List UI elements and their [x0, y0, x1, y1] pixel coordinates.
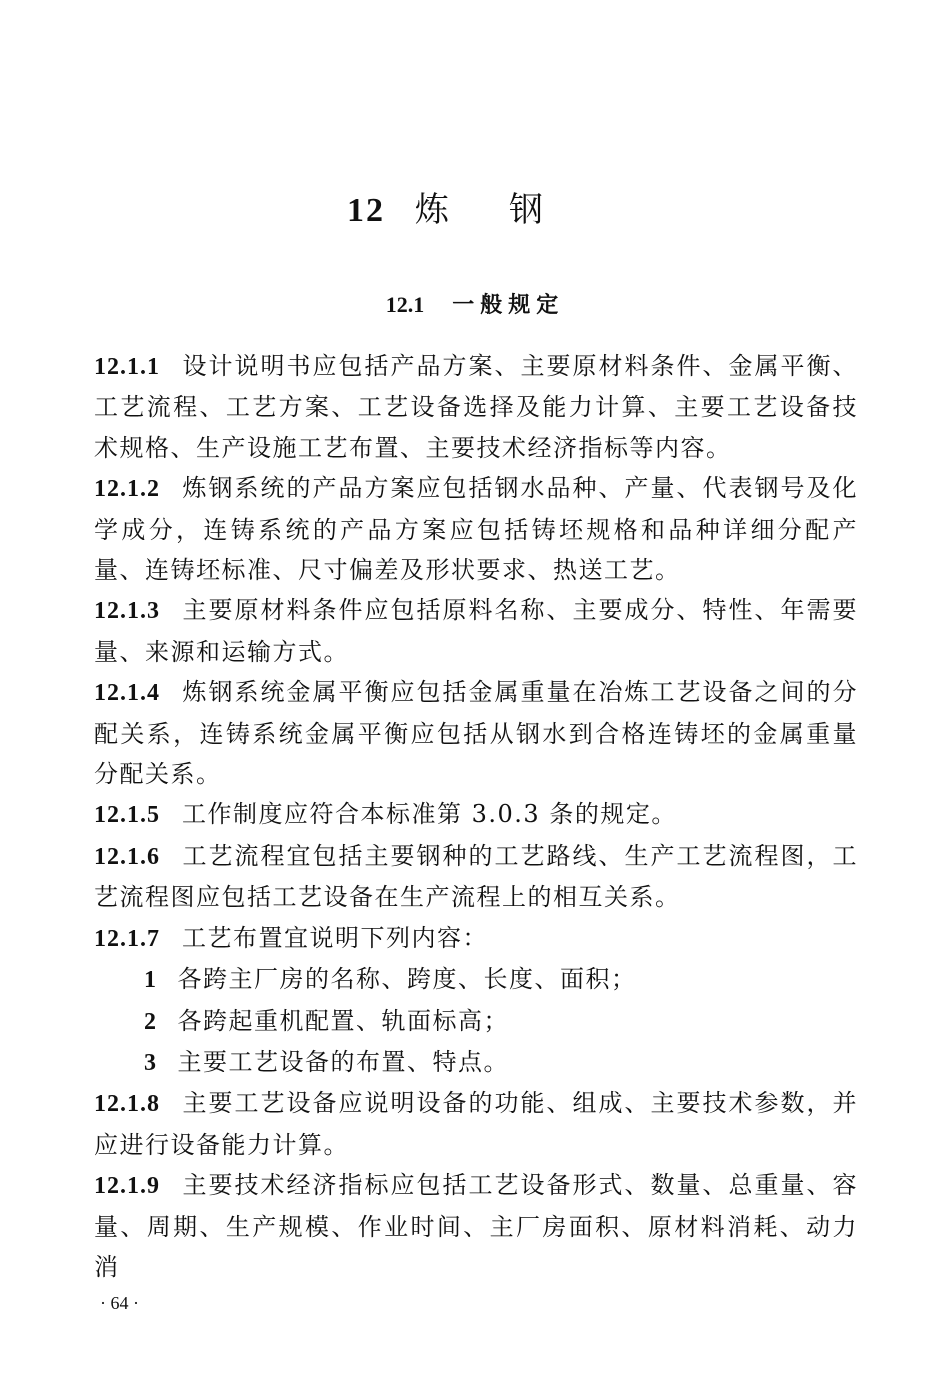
chapter-title: [0, 182, 950, 231]
clause-text: 炼钢系统金属平衡应包括金属重量在冶炼工艺设备之间的分配关系，连铸系统金属平衡应包括从钢水到合格连铸坯的金属重量分配关系。: [94, 678, 858, 789]
section-title: [0, 288, 950, 319]
item-number: 2: [144, 1008, 158, 1035]
item-number: 3: [144, 1049, 158, 1076]
clause-12-1-3: [94, 590, 858, 672]
clause-12-1-2: [94, 468, 858, 590]
clause-12-1-7: [94, 918, 858, 959]
body-text: [94, 346, 858, 1287]
clause-text: 炼钢系统的产品方案应包括钢水品种、产量、代表钢号及化学成分，连铸系统的产品方案应包括铸坯规格和品种详细分配产量、连铸坯标准、尺寸偏差及形状要求、热送工艺。: [94, 474, 858, 585]
clause-text: 主要工艺设备应说明设备的功能、组成、主要技术参数，并应进行设备能力计算。: [94, 1089, 858, 1159]
clause-number: 12.1.4: [94, 680, 160, 707]
clause-12-1-8: [94, 1083, 858, 1165]
item-text: 各跨主厂房的名称、跨度、长度、面积；: [177, 965, 637, 994]
clause-number: 12.1.1: [94, 354, 160, 380]
clause-text: 工作制度应符合本标准第 3.0.3 条的规定。: [182, 800, 677, 829]
item-number: 1: [144, 967, 158, 994]
clause-12-1-1: [94, 346, 858, 468]
clause-number: 12.1.9: [94, 1173, 160, 1200]
item-text: 各跨起重机配置、轨面标高；: [177, 1006, 509, 1035]
section-name: 一般规定: [452, 292, 565, 318]
clause-12-1-4: [94, 672, 858, 794]
clause-number: 12.1.8: [94, 1091, 160, 1118]
page-number: · 64 ·: [100, 1293, 139, 1313]
clause-number: 12.1.5: [94, 802, 160, 829]
chapter-number: 12: [347, 192, 385, 229]
clause-12-1-6: [94, 836, 858, 918]
chapter-name: 炼钢: [415, 190, 603, 230]
clause-12-1-9: [94, 1165, 858, 1287]
clause-text: 工艺布置宜说明下列内容：: [182, 923, 488, 952]
section-number: 12.1: [385, 292, 425, 317]
list-item: [94, 959, 858, 1000]
list-item: [94, 1042, 858, 1083]
clause-text: 主要技术经济指标应包括工艺设备形式、数量、总重量、容量、周期、生产规模、作业时间、主厂房面积、原材料消耗、动力消: [94, 1171, 858, 1281]
clause-12-1-5: [94, 794, 858, 835]
clause-number: 12.1.7: [94, 925, 160, 952]
clause-text: 工艺流程宜包括主要钢种的工艺路线、生产工艺流程图，工艺流程图应包括工艺设备在生产流程上的相互关系。: [94, 841, 858, 912]
clause-text: 主要原材料条件应包括原料名称、主要成分、特性、年需要量、来源和运输方式。: [94, 596, 858, 666]
list-item: [94, 1001, 858, 1042]
clause-text: 设计说明书应包括产品方案、主要原材料条件、金属平衡、工艺流程、工艺方案、工艺设备选择及能力计算、主要工艺设备技术规格、生产设施工艺布置、主要技术经济指标等内容。: [94, 352, 858, 462]
item-text: 主要工艺设备的布置、特点。: [177, 1047, 509, 1076]
clause-number: 12.1.2: [94, 476, 160, 503]
clause-number: 12.1.3: [94, 598, 160, 625]
clause-number: 12.1.6: [94, 843, 160, 870]
